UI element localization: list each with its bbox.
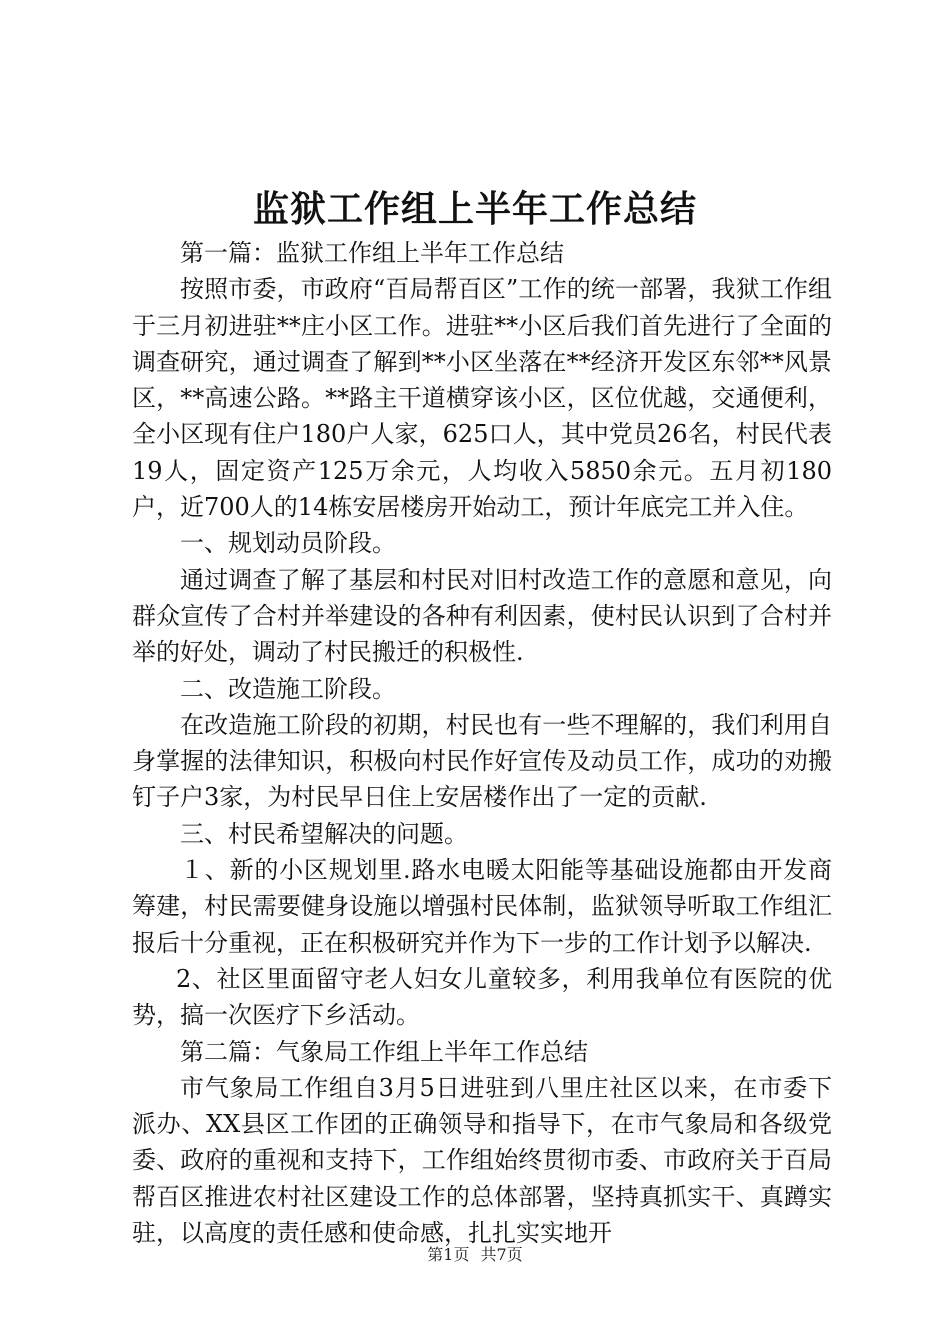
section-heading: 第一篇：监狱工作组上半年工作总结 — [180, 239, 564, 267]
section-heading: 二、改造施工阶段。 — [180, 674, 396, 703]
document-title: 监狱工作组上半年工作总结 — [252, 188, 697, 230]
section-heading: 一、规划动员阶段。 — [180, 529, 396, 558]
section-heading: 第二篇：气象局工作组上半年工作总结 — [180, 1037, 588, 1066]
paragraph: 在改造施工阶段的初期，村民也有一些不理解的，我们利用自身掌握的法律知识，积极向村民作好宣传及动员工作，成功的劝搬钉子户3家，为村民早日住上安居楼作出了一定的贡献. — [132, 710, 832, 812]
paragraph: 2、社区里面留守老人妇女儿童较多，利用我单位有医院的优势，搞一次医疗下乡活动。 — [132, 964, 832, 1030]
document-body — [132, 235, 832, 1251]
section-heading: 三、村民希望解决的问题。 — [180, 819, 468, 848]
paragraph: 按照市委，市政府“百局帮百区”工作的统一部署，我狱工作组于三月初进驻**庄小区工作。进驻**小区后我们首先进行了全面的调查研究，通过调查了解到**小区坐落在**经济开发区东邻**风景区，**高速公路。**路主干道横穿该小区，区位优越，交通便利，全小区现有住户180户人家，625口人，其中党员26名，村民代表19人，固定资产125万余元，人均收入5850余元。五月初180户，近700人的14栋安居楼房开始动工，预计年底完工并入住。 — [132, 275, 832, 522]
paragraph: 通过调查了解了基层和村民对旧村改造工作的意愿和意见，向群众宣传了合村并举建设的各种有利因素，使村民认识到了合村并举的好处，调动了村民搬迁的积极性. — [132, 565, 832, 667]
page-number: 第1页 — [427, 1245, 470, 1264]
page-total: 共7页 — [480, 1245, 523, 1264]
paragraph: １、新的小区规划里.路水电暖太阳能等基础设施都由开发商筹建，村民需要健身设施以增强村民体制，监狱领导听取工作组汇报后十分重视，正在积极研究并作为下一步的工作计划予以解决. — [132, 856, 832, 957]
page-footer — [0, 1243, 950, 1267]
paragraph: 市气象局工作组自3月5日进驻到八里庄社区以来，在市委下派办、XX县区工作团的正确领导和指导下，在市气象局和各级党委、政府的重视和支持下，工作组始终贯彻市委、市政府关于百局帮百区推进农村社区建设工作的总体部署，坚持真抓实干、真蹲实驻，以高度的责任感和使命感，扎扎实实地开 — [132, 1073, 832, 1248]
